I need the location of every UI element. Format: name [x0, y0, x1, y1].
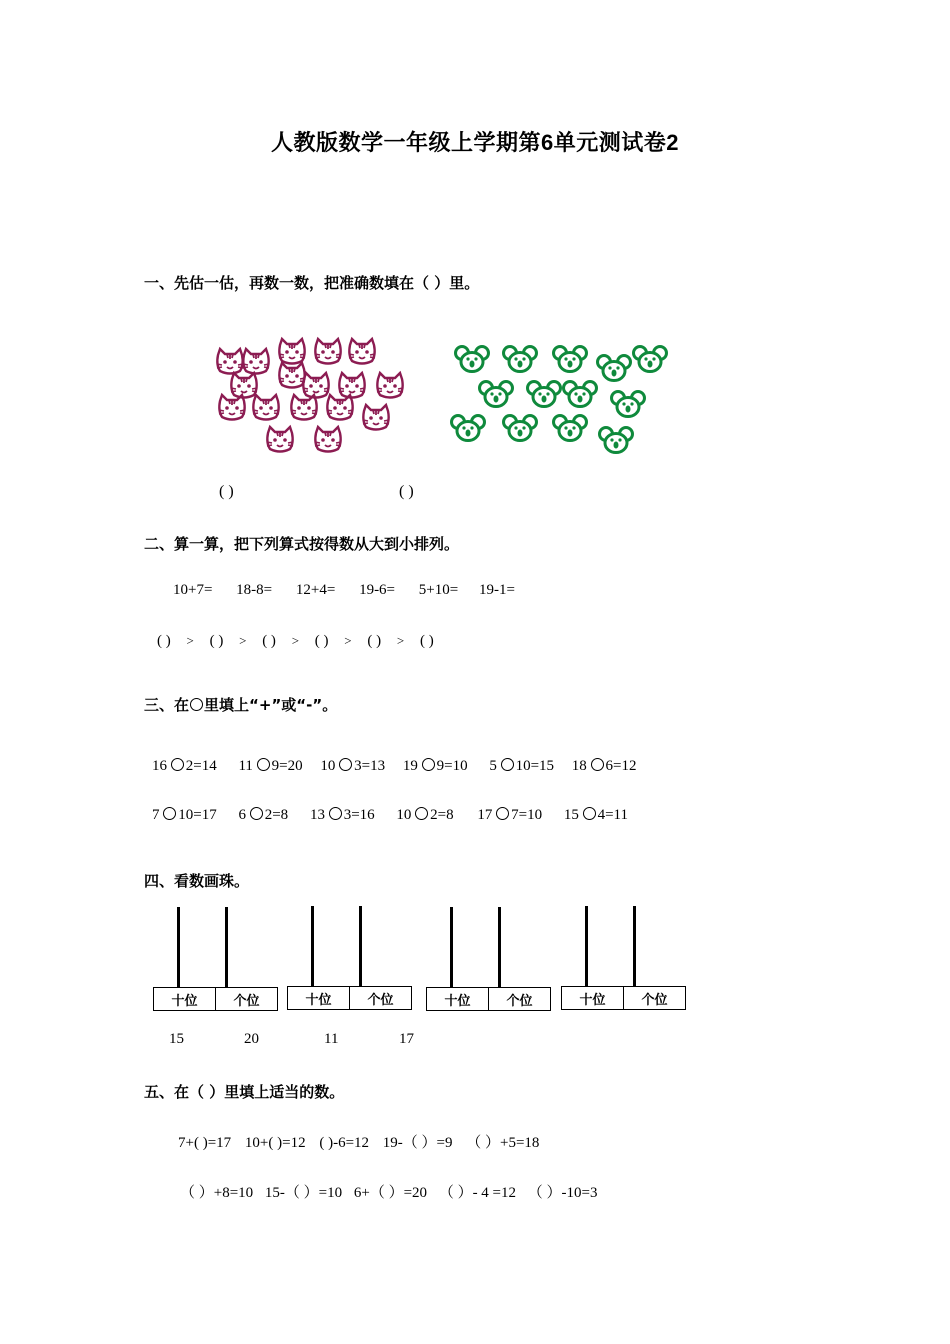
koala-icon [564, 382, 597, 407]
tiger-icon [315, 339, 341, 364]
page-title: 人教版数学一年级上学期第6单元测试卷2 [271, 130, 679, 155]
tens-rod[interactable] [177, 907, 180, 987]
place-value-label-box [426, 987, 551, 1011]
operator-problem: 19 9=10 [402, 758, 468, 774]
koala-icon [456, 347, 489, 372]
tiger-icon [303, 373, 329, 398]
koala-icon [554, 416, 587, 441]
koala-icon [528, 382, 561, 407]
ones-rod[interactable] [498, 907, 501, 987]
fill-blank-problem[interactable]: 6+（ ）=20 [353, 1185, 428, 1201]
place-value-label-box [287, 986, 412, 1010]
tiger-icon [217, 349, 243, 374]
koala-icon [554, 347, 587, 372]
abacus-number: 17 [399, 1031, 414, 1047]
greater-than-sign: > [344, 633, 352, 648]
section-4-heading: 四、看数画珠。 [144, 872, 250, 890]
section-3-heading [144, 694, 337, 715]
abacus-3[interactable] [426, 907, 551, 1017]
ones-label: 个位 [623, 987, 685, 1009]
tiger-icon [349, 339, 375, 364]
koala-icon [634, 347, 667, 372]
circle-blank[interactable] [591, 758, 604, 771]
fill-blank-problem[interactable]: 19-（ ）=9 [382, 1135, 453, 1151]
heading-prefix: 三、在 [144, 696, 190, 714]
answer-blank[interactable]: ( ) [367, 633, 382, 649]
abacus-number: 11 [324, 1031, 339, 1047]
tens-label: 十位 [444, 993, 471, 1009]
operator-problem: 10 3=13 [320, 758, 386, 774]
circle-blank[interactable] [163, 807, 176, 820]
koala-icon [600, 428, 633, 453]
answer-blank[interactable]: ( ) [209, 633, 224, 649]
section-2-heading: 二、算一算，把下列算式按得数从大到小排列。 [144, 535, 460, 553]
circle-blank[interactable] [329, 807, 342, 820]
fill-blank-row-2 [180, 1181, 598, 1202]
ones-label: 个位 [215, 988, 277, 1010]
tiger-icon [315, 427, 341, 452]
circle-blank[interactable] [257, 758, 270, 771]
fill-blank-problem[interactable]: 10+( )=12 [244, 1135, 306, 1151]
expression-row [173, 582, 515, 599]
operator-problem: 16 2=14 [152, 758, 217, 774]
greater-than-sign: > [186, 633, 194, 648]
place-value-label-box [153, 987, 278, 1011]
answer-blank[interactable]: ( ) [157, 633, 171, 649]
ones-label: 个位 [488, 988, 550, 1010]
fill-blank-problem[interactable]: （ ）-10=3 [527, 1185, 598, 1201]
operator-problem: 10 2=8 [396, 807, 454, 823]
operator-row-2 [152, 807, 628, 824]
tiger-icon [267, 427, 293, 452]
answer-blank[interactable]: ( ) [419, 633, 434, 649]
koala-icon [480, 382, 513, 407]
tiger-icon [279, 363, 305, 388]
answer-blank[interactable]: ( ) [262, 633, 276, 649]
fill-blank-problem[interactable]: 15-（ ）=10 [264, 1185, 343, 1201]
greater-than-sign: > [239, 633, 247, 648]
abacus-number: 15 [169, 1031, 184, 1047]
tens-label: 十位 [579, 992, 606, 1008]
fill-blank-row-1 [178, 1131, 539, 1152]
circle-blank[interactable] [250, 807, 263, 820]
koala-group [452, 347, 667, 453]
koala-icon [452, 416, 485, 441]
ones-rod[interactable] [359, 906, 362, 986]
ones-label: 个位 [349, 987, 411, 1009]
abacus-1[interactable] [153, 907, 278, 1017]
fill-blank-problem[interactable]: （ ）+5=18 [466, 1135, 540, 1151]
ones-rod[interactable] [633, 906, 636, 986]
greater-than-sign: > [291, 633, 300, 648]
circle-blank[interactable] [422, 758, 435, 771]
operator-problem: 15 4=11 [563, 807, 628, 823]
section-5-heading: 五、在（ ）里填上适当的数。 [144, 1083, 345, 1101]
operator-problem: 18 6=12 [571, 758, 637, 774]
fill-blank-problem[interactable]: ( )-6=12 [319, 1135, 370, 1151]
tiger-group [217, 339, 403, 452]
fill-blank-problem[interactable]: 7+( )=17 [178, 1135, 232, 1151]
tens-rod[interactable] [450, 907, 453, 987]
tens-label: 十位 [171, 993, 198, 1009]
koala-icon [504, 416, 537, 441]
operator-row-1 [152, 758, 637, 775]
tiger-icon [327, 395, 353, 420]
circle-blank[interactable] [171, 758, 184, 771]
abacus-4[interactable] [561, 906, 686, 1016]
tiger-icon [231, 373, 257, 398]
tiger-icon [363, 405, 389, 430]
tiger-icon [243, 349, 269, 374]
operator-problem: 17 7=10 [477, 807, 543, 823]
circle-blank[interactable] [496, 807, 509, 820]
tiger-icon [339, 373, 365, 398]
operator-problem: 6 2=8 [238, 807, 289, 823]
abacus-number: 20 [244, 1031, 259, 1047]
circle-icon [190, 698, 203, 711]
expression-item: 5+10= [418, 582, 459, 598]
abacus-2[interactable] [287, 906, 412, 1016]
tiger-icon [377, 373, 403, 398]
ordering-row [157, 633, 434, 650]
tiger-count-blank[interactable]: ( ) [219, 483, 234, 500]
counting-pictures [210, 335, 680, 465]
expression-item: 18-8= [236, 582, 273, 598]
expression-item: 19-6= [359, 582, 396, 598]
expression-item: 10+7= [173, 582, 213, 598]
tiger-icon [291, 395, 317, 420]
answer-blank[interactable]: ( ) [314, 633, 329, 649]
koala-icon [598, 356, 631, 381]
tiger-icon [279, 339, 305, 364]
koala-icon [504, 347, 537, 372]
operator-problem: 7 10=17 [152, 807, 217, 823]
operator-problem: 5 10=15 [489, 758, 555, 774]
fill-blank-problem[interactable]: （ ）+8=10 [180, 1185, 254, 1201]
operator-problem: 11 9=20 [238, 758, 303, 774]
tens-label: 十位 [305, 992, 332, 1008]
heading-suffix: 里填上“+”或“-”。 [204, 696, 338, 714]
place-value-label-box [561, 986, 686, 1010]
koala-icon [612, 392, 645, 417]
circle-blank[interactable] [339, 758, 352, 771]
circle-blank[interactable] [583, 807, 596, 820]
tens-rod[interactable] [311, 906, 314, 986]
tiger-icon [253, 395, 279, 420]
circle-blank[interactable] [501, 758, 514, 771]
fill-blank-problem[interactable]: （ ）- 4 =12 [438, 1185, 517, 1201]
operator-problem: 13 3=16 [309, 807, 375, 823]
circle-blank[interactable] [415, 807, 428, 820]
section-1-heading: 一、先估一估，再数一数，把准确数填在（ ）里。 [144, 274, 480, 292]
expression-item: 12+4= [295, 582, 336, 598]
tiger-icon [219, 395, 245, 420]
tens-rod[interactable] [585, 906, 588, 986]
expression-item: 19-1= [478, 582, 515, 598]
greater-than-sign: > [396, 633, 405, 648]
ones-rod[interactable] [225, 907, 228, 987]
koala-count-blank[interactable]: ( ) [399, 483, 414, 500]
